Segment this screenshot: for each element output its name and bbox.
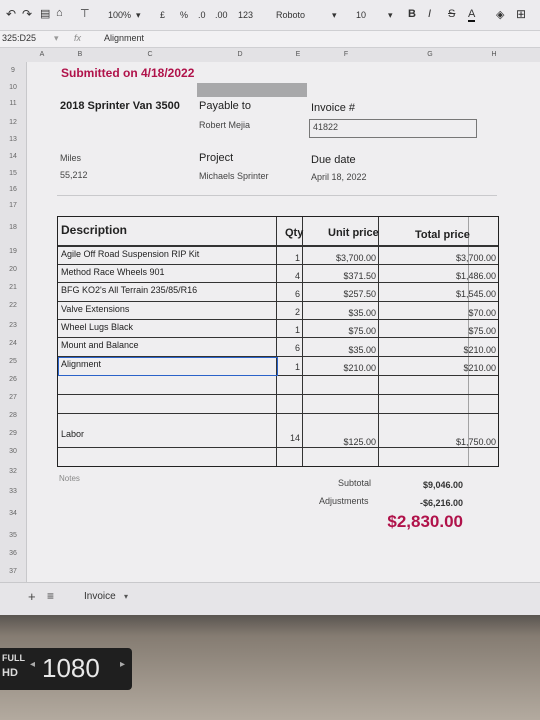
notes-label: Notes: [59, 474, 80, 483]
all-sheets-button[interactable]: ≡: [47, 589, 55, 603]
item-description: Method Race Wheels 901: [61, 267, 165, 277]
row-header[interactable]: 21: [9, 284, 17, 291]
adjustments-value: -$6,216.00: [419, 498, 463, 508]
row-header[interactable]: 9: [11, 67, 15, 74]
item-description: BFG KO2's All Terrain 235/85/R16: [61, 285, 198, 295]
percent-button[interactable]: %: [180, 10, 189, 20]
zoom-select[interactable]: 100%: [108, 10, 132, 20]
row-header[interactable]: 34: [9, 510, 17, 517]
font-select[interactable]: Roboto: [276, 10, 306, 20]
italic-button[interactable]: I: [428, 8, 432, 20]
item-total-price: $1,545.00: [455, 289, 496, 299]
item-total-price: $70.00: [468, 308, 496, 318]
divider: [58, 282, 498, 283]
invoice-label: Invoice #: [311, 102, 356, 114]
subtotal-label: Subtotal: [338, 478, 372, 488]
divider: [276, 217, 277, 466]
column-title-total-price: Total price: [415, 229, 470, 241]
row-header[interactable]: 24: [9, 340, 17, 347]
divider: [57, 195, 497, 196]
row-header[interactable]: 12: [9, 119, 17, 126]
toolbar: [0, 0, 540, 30]
row-header[interactable]: 28: [9, 412, 17, 419]
labor-total-price: $1,750.00: [455, 437, 496, 447]
item-total-price: $3,700.00: [455, 253, 496, 263]
column-header-e[interactable]: E: [295, 51, 301, 58]
item-unit-price: $75.00: [348, 326, 376, 336]
column-header-a[interactable]: A: [39, 51, 45, 58]
invoice-number: 41822: [313, 122, 339, 132]
decrease-decimal-button[interactable]: .0: [198, 10, 206, 20]
chevron-down-icon[interactable]: ▾: [54, 33, 59, 43]
divider: [58, 301, 498, 302]
item-unit-price: $210.00: [343, 363, 376, 373]
grand-total: $2,830.00: [387, 512, 463, 531]
column-header-f[interactable]: F: [343, 51, 349, 58]
item-description: Valve Extensions: [61, 304, 130, 314]
row-header[interactable]: 30: [9, 448, 17, 455]
payable-name: Robert Mejia: [199, 120, 251, 130]
chevron-down-icon[interactable]: ▾: [388, 10, 393, 20]
item-description: Alignment: [61, 359, 102, 369]
divider: [378, 217, 379, 466]
chevron-down-icon[interactable]: ▾: [136, 10, 141, 20]
vehicle-title: 2018 Sprinter Van 3500: [60, 100, 180, 112]
fx-icon: fx: [74, 33, 82, 43]
sheet-tab-bar: [0, 582, 540, 615]
divider: [58, 337, 498, 338]
item-qty: 1: [294, 253, 300, 263]
due-date-value: April 18, 2022: [311, 172, 367, 182]
subtotal-value: $9,046.00: [422, 480, 463, 490]
borders-icon[interactable]: ⊞: [516, 7, 527, 21]
item-total-price: $1,486.00: [455, 271, 496, 281]
row-header[interactable]: 20: [9, 266, 17, 273]
row-header[interactable]: 13: [9, 136, 17, 143]
row-header[interactable]: 32: [9, 468, 17, 475]
item-unit-price: $35.00: [348, 308, 376, 318]
divider: [302, 217, 303, 466]
item-total-price: $210.00: [463, 363, 496, 373]
hidden-cell: [197, 83, 307, 97]
redo-icon[interactable]: ↷: [22, 7, 33, 21]
sheet-grid[interactable]: [27, 62, 540, 582]
project-value: Michaels Sprinter: [199, 171, 269, 181]
item-description: Wheel Lugs Black: [61, 322, 134, 332]
currency-button[interactable]: £: [160, 10, 166, 20]
bold-button[interactable]: B: [408, 8, 416, 20]
row-header[interactable]: 15: [9, 170, 17, 177]
paint-format-icon[interactable]: ⌂: [56, 7, 63, 19]
row-header[interactable]: 10: [9, 84, 17, 91]
miles-label: Miles: [60, 153, 82, 163]
item-unit-price: $35.00: [348, 345, 376, 355]
monitor-resolution-badge: [0, 648, 132, 690]
submitted-date: Submitted on 4/18/2022: [61, 66, 195, 80]
row-header[interactable]: 18: [9, 224, 17, 231]
column-header-c[interactable]: C: [147, 51, 153, 58]
chevron-down-icon[interactable]: ▾: [332, 10, 337, 20]
adjustments-label: Adjustments: [319, 496, 369, 506]
column-headers: [0, 48, 540, 63]
row-header[interactable]: 27: [9, 394, 17, 401]
name-box[interactable]: 325:D25: [2, 33, 37, 43]
strikethrough-button[interactable]: S: [448, 8, 456, 20]
paint-roller-icon[interactable]: ⊤: [80, 8, 90, 20]
item-qty: 6: [294, 289, 300, 299]
chevron-left-icon: ◂: [30, 659, 36, 670]
divider: [58, 413, 498, 414]
divider: [58, 447, 498, 448]
divider: [58, 264, 498, 265]
item-qty: 6: [294, 343, 300, 353]
item-description: Agile Off Road Suspension RIP Kit: [61, 249, 200, 259]
column-header-h[interactable]: H: [491, 51, 497, 58]
row-header[interactable]: 16: [9, 186, 17, 193]
labor-description: Labor: [61, 429, 85, 439]
row-header[interactable]: 33: [9, 488, 17, 495]
increase-decimal-button[interactable]: .00: [215, 10, 228, 20]
item-description: Mount and Balance: [61, 340, 139, 350]
labor-unit-price: $125.00: [343, 437, 376, 447]
row-header[interactable]: 22: [9, 302, 17, 309]
text-color-button[interactable]: A: [468, 8, 476, 20]
item-unit-price: $257.50: [343, 289, 376, 299]
add-sheet-button[interactable]: +: [28, 589, 36, 604]
tab-invoice[interactable]: Invoice: [84, 591, 116, 602]
row-header[interactable]: 37: [9, 568, 17, 575]
divider: [58, 319, 498, 320]
miles-value: 55,212: [60, 170, 88, 180]
item-total-price: $210.00: [463, 345, 496, 355]
chevron-right-icon: ▸: [120, 659, 126, 670]
row-header[interactable]: 17: [9, 202, 17, 209]
number-format-select[interactable]: 123: [238, 10, 254, 20]
row-header[interactable]: 11: [9, 100, 17, 107]
undo-icon[interactable]: ↶: [6, 7, 17, 21]
column-header-g[interactable]: G: [427, 51, 433, 58]
row-header[interactable]: 23: [9, 322, 17, 329]
badge-full-text: FULL: [2, 653, 25, 663]
formula-input[interactable]: Alignment: [104, 33, 145, 43]
selected-cell[interactable]: [58, 357, 278, 376]
column-title-unit-price: Unit price: [328, 227, 379, 239]
font-size-select[interactable]: 10: [356, 10, 367, 20]
payable-label: Payable to: [199, 100, 251, 112]
project-label: Project: [199, 152, 234, 164]
item-qty: 2: [294, 307, 300, 317]
item-qty: 1: [294, 362, 300, 372]
column-title-description: Description: [61, 223, 128, 237]
row-header[interactable]: 29: [9, 430, 17, 437]
badge-hd-text: HD: [2, 667, 18, 679]
divider: [58, 245, 498, 247]
fill-color-icon[interactable]: ◈: [496, 9, 505, 21]
item-qty: 1: [294, 325, 300, 335]
column-header-b[interactable]: B: [77, 51, 83, 58]
formula-bar: [0, 30, 540, 48]
item-qty: 4: [294, 271, 300, 281]
row-headers: [0, 62, 27, 582]
item-unit-price: $3,700.00: [335, 253, 376, 263]
column-header-d[interactable]: D: [237, 51, 243, 58]
row-header[interactable]: 14: [9, 153, 17, 160]
item-unit-price: $371.50: [343, 271, 376, 281]
row-header[interactable]: 25: [9, 358, 17, 365]
row-header[interactable]: 35: [9, 532, 17, 539]
item-table: [57, 216, 499, 467]
row-header[interactable]: 36: [9, 550, 17, 557]
row-header[interactable]: 26: [9, 376, 17, 383]
print-icon[interactable]: ▤: [40, 8, 51, 20]
divider: [58, 394, 498, 395]
item-total-price: $75.00: [468, 326, 496, 336]
column-title-qty: Qty: [285, 227, 304, 239]
badge-resolution: 1080: [42, 653, 100, 683]
due-date-label: Due date: [311, 154, 356, 166]
labor-qty: 14: [289, 433, 300, 443]
chevron-down-icon[interactable]: ▾: [124, 592, 129, 601]
row-header[interactable]: 19: [9, 248, 17, 255]
